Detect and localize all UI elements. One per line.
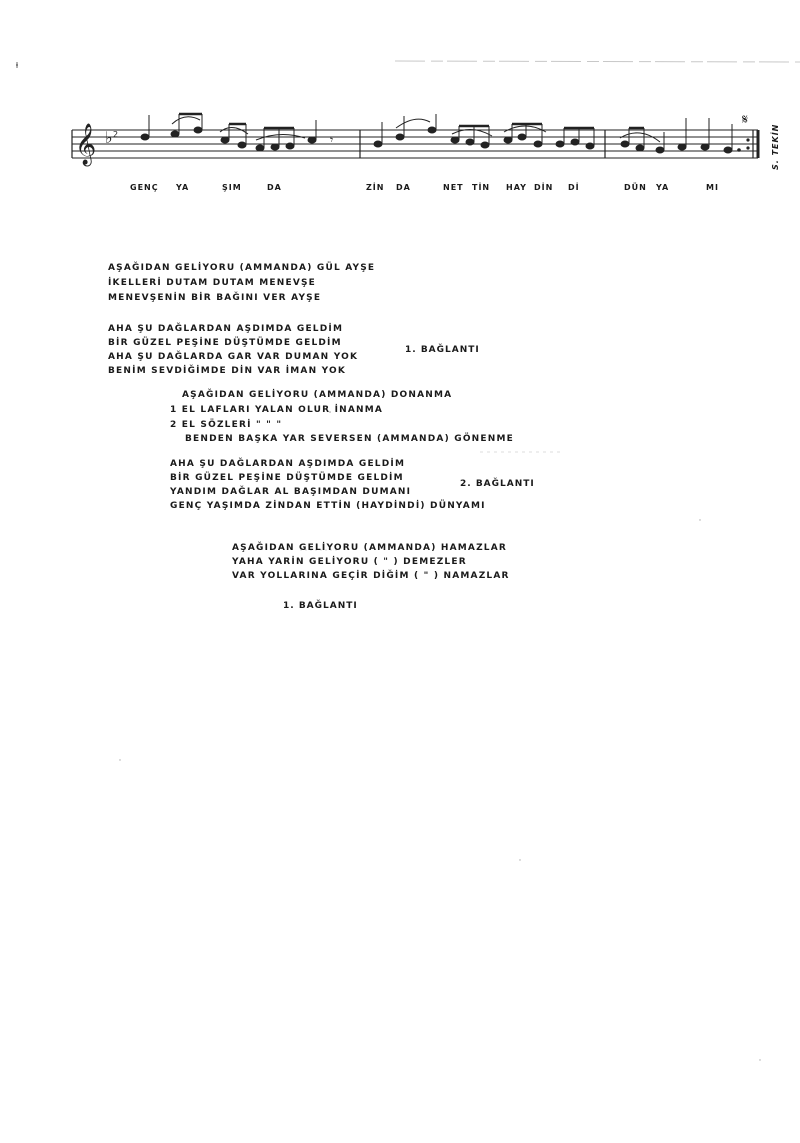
lyric-syllable: TİN	[472, 183, 491, 192]
svg-text:𝄾: 𝄾	[330, 133, 334, 147]
lyric-syllable: ZİN	[366, 183, 385, 192]
flat-sign-icon: ♭	[105, 128, 113, 147]
verse-line: AŞAĞIDAN GELİYORU (AMMANDA) HAMAZLAR	[232, 543, 508, 553]
svg-text:2: 2	[113, 130, 119, 139]
verse-line: AHA ŞU DAĞLARDA GAR VAR DUMAN YOK	[108, 352, 359, 362]
verse-line: BİR GÜZEL PEŞİNE DÜŞTÜMDE GELDİM	[170, 473, 404, 483]
lyric-syllable: NET	[443, 183, 464, 192]
refrain-label: 2. BAĞLANTI	[460, 479, 535, 489]
verse-line: YAHA YARİN GELİYORU ( " ) DEMEZLER	[232, 557, 467, 567]
verse-line: AŞAĞIDAN GELİYORU (AMMANDA) GÜL AYŞE	[108, 263, 376, 273]
segno-icon: 𝄋	[742, 112, 749, 128]
verse-line: AŞAĞIDAN GELİYORU (AMMANDA) DONANMA	[182, 390, 453, 400]
verse-line: BENDEN BAŞKA YAR SEVERSEN (AMMANDA) GÖNENME	[185, 434, 514, 444]
verse-line: GENÇ YAŞIMDA ZİNDAN ETTİN (HAYDİNDİ) DÜNYAMI	[170, 501, 486, 511]
verse-line: VAR YOLLARINA GEÇİR DİĞİM ( " ) NAMAZLAR	[232, 571, 510, 581]
verse-line: 2 EL SÖZLERİ " " "	[170, 420, 283, 430]
treble-clef-icon: 𝄞	[75, 124, 97, 165]
music-staff	[60, 110, 780, 180]
verse-line: BİR GÜZEL PEŞİNE DÜŞTÜMDE GELDİM	[108, 338, 342, 348]
verse-line: AHA ŞU DAĞLARDAN AŞDIMDA GELDİM	[170, 459, 406, 469]
lyric-syllable: YA	[176, 183, 190, 192]
verse-line: 1 EL LAFLARI YALAN OLUR İNANMA	[170, 405, 384, 415]
lyric-syllable: GENÇ	[130, 183, 159, 192]
composer-signature	[767, 112, 783, 172]
lyric-syllable: DA	[396, 183, 411, 192]
lyric-syllable: MI	[706, 183, 719, 192]
verse-line: İKELLERİ DUTAM DUTAM MENEVŞE	[108, 278, 317, 288]
lyric-syllable: DA	[267, 183, 282, 192]
lyric-syllable: DİN	[534, 183, 554, 192]
lyric-syllable: HAY	[506, 183, 527, 192]
signature-text: S. TEKİN	[771, 123, 780, 170]
refrain-label: 1. BAĞLANTI	[405, 345, 480, 355]
verse-line: YANDIM DAĞLAR AL BAŞIMDAN DUMANI	[170, 487, 412, 497]
verse-line: AHA ŞU DAĞLARDAN AŞDIMDA GELDİM	[108, 324, 344, 334]
lyric-syllable: Dİ	[568, 183, 580, 192]
footer-refrain-label: 1. BAĞLANTI	[283, 601, 358, 611]
lyric-syllable: YA	[656, 183, 670, 192]
notes	[141, 114, 740, 153]
lyric-syllable: ŞIM	[222, 183, 242, 192]
verse-line: BENİM SEVDİĞİMDE DİN VAR İMAN YOK	[108, 366, 347, 376]
lyric-syllable: DÜN	[624, 183, 647, 192]
verse-line: MENEVŞENİN BİR BAĞINI VER AYŞE	[108, 293, 322, 303]
